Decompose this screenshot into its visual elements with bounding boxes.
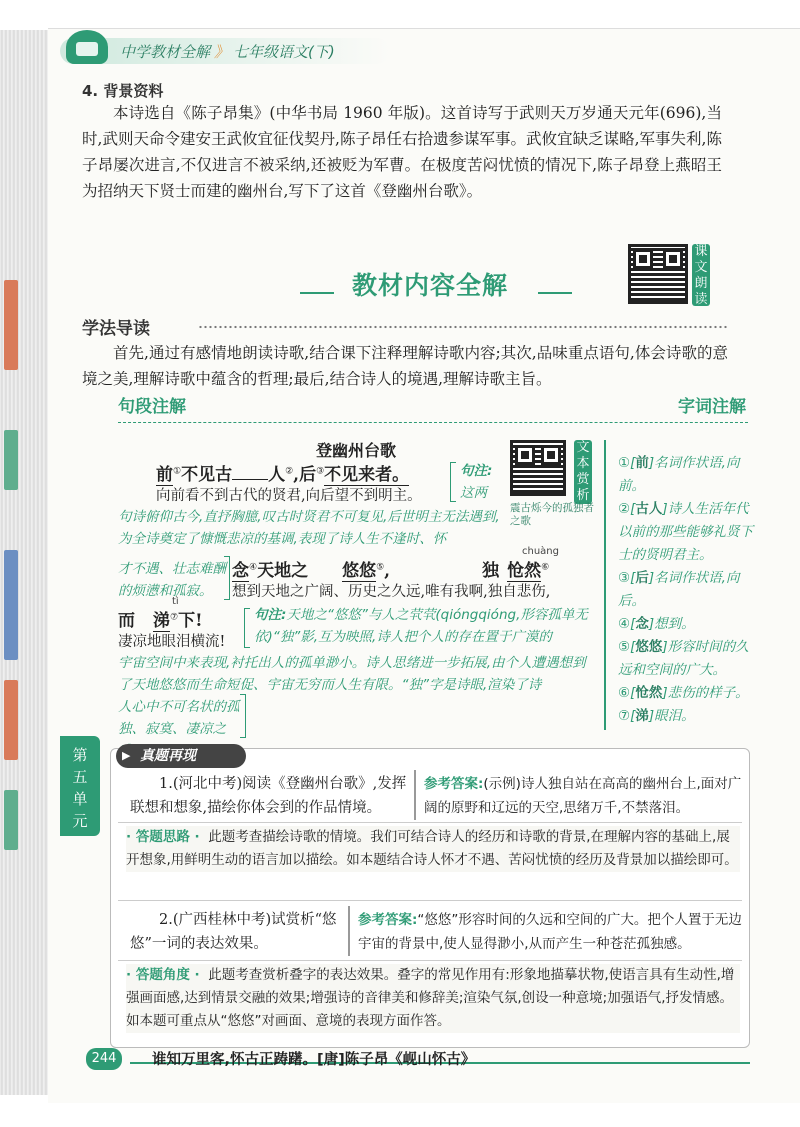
pinyin-ti: tì <box>172 596 179 607</box>
poem-word: 不见来者。 <box>324 460 409 486</box>
exam-analysis-2 <box>126 964 740 1033</box>
answer-text: (示例)诗人独自站在高高的幽州台上,面对广阔的原野和辽远的天空,思绪万千,不禁落泪。 <box>424 776 742 816</box>
unit-tab[interactable] <box>60 736 100 836</box>
gloss-item: ③[后]名词作状语,向后。 <box>618 570 740 609</box>
book-edge <box>0 30 48 1095</box>
gloss-item: ②[古人]诗人生活年代以前的那些能够礼贤下士的贤明君主。 <box>618 501 753 563</box>
exam-heading: ▶ 真题再现 <box>116 744 246 768</box>
gloss-item: ①[前]名词作状语,向前。 <box>618 455 740 494</box>
banner-line <box>538 292 572 294</box>
poem-word: 涕 <box>153 606 170 632</box>
poem-word: 念 <box>232 556 249 582</box>
sentence-note-2a <box>254 604 594 648</box>
row-separator <box>118 822 742 823</box>
poem-translation-2: 想到天地之广阔、历史之久远,唯有我啊,独自悲伤, <box>232 584 551 600</box>
exam-answer-1 <box>424 772 742 820</box>
poem-word: 不见古 <box>181 465 233 485</box>
note-label: 句注: <box>254 607 287 623</box>
gloss-item: ⑤[悠悠]形容时间的久远和空间的广大。 <box>618 639 749 678</box>
poem-line-1 <box>156 460 409 486</box>
edge-tab <box>4 280 18 370</box>
gloss-divider <box>604 440 606 730</box>
header-title <box>120 41 335 62</box>
edge-tab <box>4 790 18 850</box>
dotted-rule <box>198 324 728 330</box>
label-sentence-notes: 句段注解 <box>118 397 186 417</box>
background-text: 本诗选自《陈子昂集》(中华书局 1960 年版)。这首诗写于武则天万岁通天元年(696),当时,武则天命令建安王武攸宜征伐契丹,陈子昂任右拾遗参谋军事。武攸宜缺乏谋略,军事失利,陈子昂屡次进言,不仅进言不被采纳,还被贬为军曹。在极度苦闷忧愤的情况下,陈子昂登上燕昭王为招纳天下贤士而建的幽州台,写下了这首《登幽州台歌》。 <box>82 104 722 200</box>
note-mark: ⑦ <box>170 612 179 623</box>
sentence-note-2b: 宇宙空间中来表现,衬托出人的孤单渺小。诗人思绪进一步拓展,由个人遭遇想到了天地悠悠而生命短促、宇宙无穷而人生有限。“独”字是诗眼,渲染了诗 <box>118 655 586 693</box>
gloss-item: ⑦[涕]眼泪。 <box>618 708 695 724</box>
exam-analysis-1 <box>126 826 740 872</box>
analysis-text: 此题考查赏析叠字的表达效果。叠字的常见作用有:形象地描摹状物,使语言具有生动性,增强画面感,达到情景交融的效果;增强诗的音律美和修辞美;渲染气氛,创设一种意境;加强语气,抒发情感。如本题可重点从“悠悠”对画面、意境的表现方面作答。 <box>126 967 735 1029</box>
answer-label: 参考答案: <box>424 776 484 792</box>
note-bracket <box>450 462 456 502</box>
poem-title: 登幽州台歌 <box>316 441 397 460</box>
sentence-note-1b: 句诗俯仰古今,直抒胸臆,叹古时贤君不可复见,后世明主无法遇到,为全诗奠定了慷慨悲凉的基调,表现了诗人生不逢时、怀 <box>118 509 500 547</box>
poem-word: 前 <box>156 460 173 486</box>
gloss-item: ④[念]想到。 <box>618 616 695 632</box>
edge-tab <box>4 550 18 660</box>
book-logo-icon <box>66 30 108 64</box>
note-bracket <box>224 556 230 600</box>
note-bracket <box>240 694 246 738</box>
label-word-notes: 字词注解 <box>678 397 746 417</box>
note-mark: ⑥ <box>541 562 550 573</box>
qr-label: 课文朗读 <box>692 244 710 306</box>
unit-tab-label: 第五单元 <box>72 746 88 830</box>
poem-word: 人 <box>268 465 286 485</box>
poem-word: , <box>384 561 391 581</box>
column-separator <box>414 770 416 820</box>
pinyin-chuang: chuàng <box>522 546 559 557</box>
answer-label: 参考答案: <box>358 912 418 928</box>
qr-caption: 震古烁今的孤独者之歌 <box>510 502 594 527</box>
sentence-note-2c: 人心中不可名状的孤独、寂寞、凄凉之 <box>118 699 240 737</box>
gloss-item: ⑥[怆然]悲伤的样子。 <box>618 685 749 701</box>
banner-line <box>300 292 334 294</box>
word-gloss-list <box>618 452 758 728</box>
qr-code-icon[interactable] <box>628 244 688 304</box>
book-name: 七年级语文(下) <box>233 43 335 61</box>
footer-quote: 谁知万里客,怀古正踌躇。[唐]陈子昂《岘山怀古》 <box>152 1052 476 1068</box>
poem-word: ,后 <box>293 465 317 485</box>
poem-word: 下! <box>178 611 203 631</box>
header-separator: 》 <box>214 43 230 61</box>
note-mark: ③ <box>316 466 325 477</box>
exam-question-1: 1.(河北中考)阅读《登幽州台歌》,发挥联想和想象,描绘你体会到的作品情境。 <box>130 776 407 816</box>
note-text: 天地之“悠悠”与人之茕茕(qióngqióng,形容孤单无依)“独”影,互为映照,诗人把个人的存在置于广漠的 <box>254 607 588 645</box>
sentence-note-1c: 才不遇、壮志难酬的烦懑和孤寂。 <box>118 561 226 599</box>
note-label: 句注: <box>460 463 493 479</box>
qr-code-icon[interactable] <box>510 440 566 496</box>
banner-title: 教材内容全解 <box>352 271 509 300</box>
background-heading: 4. 背景资料 <box>82 82 164 100</box>
analysis-label: · 答题角度 · <box>126 967 200 983</box>
poem-line-3 <box>118 606 203 632</box>
analysis-text: 此题考查描绘诗歌的情境。我们可结合诗人的经历和诗歌的背景,在理解内容的基础上,展开想象,用鲜明生动的语言加以描绘。如本题结合诗人怀才不遇、苦闷忧愤的经历及背景加以描绘即可。 <box>126 829 738 868</box>
poem-word: 怆然 <box>507 556 541 582</box>
qr-label: 文本赏析 <box>574 440 592 504</box>
exam-question-2: 2.(广西桂林中考)试赏析“悠悠”一词的表达效果。 <box>130 912 337 952</box>
poem-translation-3: 凄凉地眼泪横流! <box>118 634 226 650</box>
note-mark: ④ <box>249 562 258 573</box>
note-mark: ① <box>173 466 182 477</box>
page-number: 244 <box>86 1048 122 1070</box>
note-mark: ⑤ <box>376 562 385 573</box>
column-separator <box>348 906 350 956</box>
method-text: 首先,通过有感情地朗读诗歌,结合课下注释理解诗歌内容;其次,品味重点语句,体会诗歌的意境之美,理解诗歌中蕴含的哲理;最后,结合诗人的境遇,理解诗歌主旨。 <box>82 344 728 388</box>
answer-text: “悠悠”形容时间的久远和空间的广大。把个人置于无边宇宙的背景中,使人显得渺小,从而产生一种苍茫孤独感。 <box>358 912 742 952</box>
row-separator <box>118 900 742 901</box>
analysis-label: · 答题思路 · <box>126 829 200 845</box>
sentence-note-1a <box>460 460 502 504</box>
exam-answer-2 <box>358 908 742 956</box>
poem-word: 独 <box>482 561 500 581</box>
edge-tab <box>4 680 18 760</box>
edge-tab <box>4 430 18 490</box>
poem-word: 而 <box>118 611 135 631</box>
note-bracket <box>244 608 250 648</box>
method-heading: 学法导读 <box>82 319 150 339</box>
running-header <box>60 38 390 64</box>
dashed-divider <box>118 422 748 423</box>
note-text: 这两 <box>460 485 487 501</box>
section-banner <box>300 262 572 304</box>
poem-line-2 <box>232 556 549 582</box>
row-separator <box>118 960 742 961</box>
poem-translation-1: 向前看不到古代的贤君,向后望不到明主。 <box>156 488 422 504</box>
note-mark: ② <box>285 466 294 477</box>
poem-word: 天地之 <box>257 561 309 581</box>
poem-word: 悠悠 <box>342 556 376 582</box>
series-name: 中学教材全解 <box>120 43 211 61</box>
